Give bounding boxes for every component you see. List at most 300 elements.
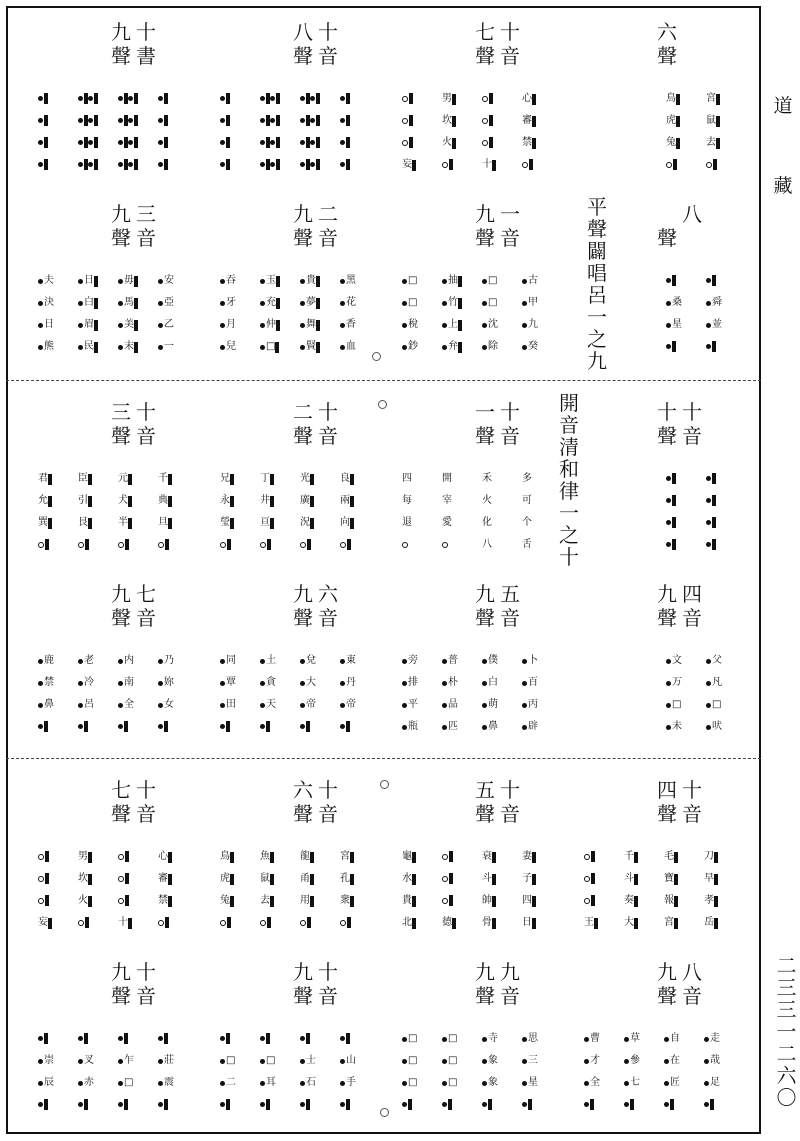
table-cell [584, 1072, 618, 1094]
bar-marker [528, 1099, 532, 1110]
table-cell [260, 292, 294, 314]
cell-char: 君 [38, 473, 48, 484]
cell-char: 仲 [266, 319, 276, 330]
bar-marker [134, 137, 138, 148]
bar-marker [88, 474, 92, 485]
cell-char: 兒 [226, 341, 236, 352]
heading-column [656, 778, 678, 826]
table-cell [260, 110, 294, 132]
table-cell [666, 650, 700, 672]
table-cell [220, 534, 254, 556]
dot-marker [38, 301, 43, 306]
bar-marker [84, 1033, 88, 1044]
bar-marker [128, 518, 132, 529]
bar-marker [452, 116, 456, 127]
cell-char: 鼻 [488, 721, 498, 732]
cell-char: 亞 [164, 297, 174, 308]
table-cell [340, 650, 374, 672]
side-label-char: 藏 [773, 174, 793, 197]
dot-marker [706, 301, 711, 306]
table-cell [402, 512, 436, 534]
table-cell [442, 292, 476, 314]
cell-char: 帥 [482, 895, 492, 906]
dot-marker [118, 681, 123, 686]
table-cell [522, 1072, 556, 1094]
table-cell [666, 490, 700, 512]
dot-marker [118, 323, 123, 328]
dot-marker [158, 1102, 163, 1107]
table-row [394, 132, 564, 154]
table-cell [402, 650, 436, 672]
table-row [576, 1094, 746, 1116]
table-grid [394, 468, 564, 556]
table-cell [118, 88, 152, 110]
table-cell [402, 1050, 436, 1072]
dot-marker [78, 1081, 83, 1086]
cell-char: 妄 [402, 159, 412, 170]
bar-marker [134, 93, 138, 104]
table-cell [38, 110, 72, 132]
table-cell [118, 1028, 152, 1050]
table-cell [78, 1028, 112, 1050]
cell-char: 安 [164, 275, 174, 286]
dot-marker [260, 345, 265, 350]
cell-char: 竹 [448, 297, 458, 308]
table-cell [300, 1050, 334, 1072]
table-cell [482, 292, 516, 314]
table-cell [704, 1028, 738, 1050]
table-row [30, 1094, 200, 1116]
table-cell [78, 270, 112, 292]
cell-char: 日 [84, 275, 94, 286]
bar-marker [310, 474, 314, 485]
heading-char: 音 [500, 984, 520, 1008]
ring-mark [378, 400, 387, 409]
dot-marker [664, 1037, 669, 1042]
cell-char: 除 [488, 341, 498, 352]
cell-char: 愛 [442, 517, 452, 528]
cell-char: 兔 [220, 895, 230, 906]
bar-marker [226, 1099, 230, 1110]
title-char: 九 [587, 349, 607, 373]
table-row [30, 110, 200, 132]
table-grid [212, 1028, 382, 1116]
dot-marker [118, 162, 123, 167]
cell-char: 骨 [482, 917, 492, 928]
bar-marker [532, 918, 536, 929]
bar-marker [316, 159, 320, 170]
table-cell [38, 292, 72, 314]
dot-marker [340, 724, 345, 729]
table-cell [442, 110, 476, 132]
title-char: 律 [559, 479, 579, 503]
cell-char: 在 [670, 1055, 680, 1066]
heading-column [292, 960, 314, 1008]
table-cell [340, 512, 374, 534]
table-cell [664, 1094, 698, 1116]
table-cell [402, 716, 436, 738]
dot-marker [220, 96, 225, 101]
table-cell [118, 110, 152, 132]
table-row [394, 270, 564, 292]
cell-char: 鈔 [408, 341, 418, 352]
dot-marker [442, 301, 447, 306]
dot-marker [706, 344, 711, 349]
table-row [212, 650, 382, 672]
cell-char: 个 [522, 517, 532, 528]
cell-char: 犬 [118, 495, 128, 506]
table-cell [38, 868, 72, 890]
dot-marker [270, 118, 275, 123]
dot-marker [220, 659, 225, 664]
table-row [394, 1072, 564, 1094]
table-cell [260, 88, 294, 110]
table-cell [666, 694, 700, 716]
dot-marker [38, 162, 43, 167]
heading-char: 聲 [293, 226, 313, 250]
table-cell [482, 672, 516, 694]
table-cell [442, 490, 476, 512]
cell-char: 日 [522, 917, 532, 928]
table-cell [340, 292, 374, 314]
heading-char: 七 [136, 582, 156, 606]
bar-marker [307, 917, 311, 928]
bar-marker [449, 159, 453, 170]
table-cell [584, 1050, 618, 1072]
dot-marker [220, 301, 225, 306]
heading-char: 音 [500, 424, 520, 448]
cell-char: 參 [630, 1055, 640, 1066]
table-grid [394, 270, 564, 358]
cell-char: □ [712, 699, 722, 710]
table-cell [482, 694, 516, 716]
cell-char: 宮 [664, 917, 674, 928]
table-cell [442, 716, 476, 738]
table-cell [300, 1094, 334, 1116]
heading-char: 聲 [111, 984, 131, 1008]
cell-char: 百 [528, 677, 538, 688]
bar-marker [88, 496, 92, 507]
table-heading [30, 778, 200, 832]
bar-marker [492, 852, 496, 863]
dot-marker [260, 724, 265, 729]
table-grid [212, 846, 382, 934]
table-cell [158, 512, 192, 534]
table-heading [212, 960, 382, 1014]
dot-marker [706, 659, 711, 664]
bar-marker [634, 918, 638, 929]
cell-char: 衆 [340, 895, 350, 906]
table-heading [394, 20, 564, 74]
cell-char: 衰 [482, 851, 492, 862]
cell-char: 丹 [346, 677, 356, 688]
table-cell [300, 534, 334, 556]
dot-marker [128, 118, 133, 123]
cell-char: 兩 [340, 495, 350, 506]
ring-mark [380, 1108, 389, 1117]
table-heading [576, 400, 746, 454]
table-cell [482, 534, 516, 556]
cell-char: 斗 [624, 873, 634, 884]
table-grid [212, 88, 382, 176]
table-cell [220, 1094, 254, 1116]
table-cell [38, 490, 72, 512]
dot-marker [300, 301, 305, 306]
cell-char: 貴 [306, 275, 316, 286]
bar-marker [94, 276, 98, 287]
cell-char: 同 [226, 655, 236, 666]
bar-marker [267, 917, 271, 928]
table-cell [78, 490, 112, 512]
table-cell [584, 868, 618, 890]
dot-marker [706, 681, 711, 686]
dot-marker [402, 1059, 407, 1064]
table-cell [584, 846, 618, 868]
table-cell [158, 132, 192, 154]
table-cell [300, 292, 334, 314]
table-cell [624, 1094, 658, 1116]
bar-marker [347, 539, 351, 550]
cell-char: 向 [340, 517, 350, 528]
dot-marker [78, 724, 83, 729]
dot-marker [128, 96, 133, 101]
bar-marker [350, 896, 354, 907]
table-cell [442, 1094, 476, 1116]
cell-char: 匹 [448, 721, 458, 732]
heading-column [656, 20, 678, 68]
heading-column [292, 20, 314, 68]
heading-char: 十 [318, 778, 338, 802]
heading-char: 音 [136, 802, 156, 826]
heading-char: 十 [136, 20, 156, 44]
table-cell [340, 846, 374, 868]
cell-char: 田 [226, 699, 236, 710]
heading-char: 聲 [657, 606, 677, 630]
heading-char: 十 [682, 778, 702, 802]
heading-column [681, 778, 703, 826]
bar-marker [346, 159, 350, 170]
table-cell [38, 1028, 72, 1050]
table-cell [38, 88, 72, 110]
cell-char: 魚 [260, 851, 270, 862]
bar-marker [408, 1099, 412, 1110]
bar-marker [44, 1099, 48, 1110]
heading-char [681, 44, 703, 68]
dot-marker [584, 1102, 589, 1107]
bar-marker [266, 1099, 270, 1110]
table-cell [584, 912, 618, 934]
dot-marker [260, 279, 265, 284]
bar-marker [125, 895, 129, 906]
table-row [576, 846, 746, 868]
dot-marker [442, 659, 447, 664]
dot-marker [482, 1059, 487, 1064]
table-cell [260, 534, 294, 556]
dot-marker [340, 681, 345, 686]
dot-marker [482, 659, 487, 664]
dot-marker [482, 1102, 487, 1107]
dot-marker [220, 1059, 225, 1064]
table-cell [442, 132, 476, 154]
ring-marker [300, 542, 306, 548]
cell-char: 永 [220, 495, 230, 506]
dot-marker [666, 323, 671, 328]
bar-marker [449, 873, 453, 884]
bar-marker [488, 1099, 492, 1110]
bar-marker [458, 276, 462, 287]
cell-char: 僕 [488, 655, 498, 666]
bar-marker [48, 474, 52, 485]
bar-marker [676, 94, 680, 105]
dot-marker [340, 345, 345, 350]
table-cell [704, 868, 738, 890]
table-cell [522, 468, 556, 490]
table-cell [704, 912, 738, 934]
table-cell [118, 1050, 152, 1072]
cell-char: 刀 [704, 851, 714, 862]
table-row [576, 110, 746, 132]
bar-marker [124, 1099, 128, 1110]
table-row [394, 890, 564, 912]
ring-marker [584, 876, 590, 882]
cell-char: 八 [482, 539, 492, 550]
table-cell [522, 270, 556, 292]
cell-char: 孝 [704, 895, 714, 906]
bar-marker [226, 721, 230, 732]
table-cell [78, 912, 112, 934]
dot-marker [38, 724, 43, 729]
table-cell [402, 154, 436, 176]
table-cell [118, 694, 152, 716]
table-cell [706, 672, 740, 694]
table-cell [300, 672, 334, 694]
cell-char: 寶 [664, 873, 674, 884]
table-row [212, 534, 382, 556]
cell-char: 旦 [158, 517, 168, 528]
table-cell [482, 314, 516, 336]
table-row [212, 512, 382, 534]
dot-marker [300, 1036, 305, 1041]
table-row [212, 132, 382, 154]
ring-marker [340, 542, 346, 548]
table-cell [704, 1050, 738, 1072]
cell-char: 耳 [266, 1077, 276, 1088]
cell-char: 妻 [522, 851, 532, 862]
table-cell [482, 270, 516, 292]
title-char: 清 [559, 435, 579, 459]
ring-marker [340, 920, 346, 926]
ring-marker [78, 542, 84, 548]
table-cell [340, 1028, 374, 1050]
cell-char: 帝 [346, 699, 356, 710]
dot-marker [78, 1059, 83, 1064]
dot-marker [158, 118, 163, 123]
dot-marker [704, 1059, 709, 1064]
cell-char: 弁 [448, 341, 458, 352]
bar-marker [230, 518, 234, 529]
bar-marker [346, 93, 350, 104]
cell-char: 男 [442, 93, 452, 104]
cell-char: 沈 [488, 319, 498, 330]
dot-marker [270, 96, 275, 101]
table-row [576, 890, 746, 912]
bar-marker [164, 93, 168, 104]
table-cell [78, 694, 112, 716]
table-cell [78, 512, 112, 534]
cell-char: 丙 [528, 699, 538, 710]
heading-char: 聲 [293, 802, 313, 826]
cell-char: □ [408, 1033, 418, 1044]
dot-marker [220, 1036, 225, 1041]
bar-marker [168, 518, 172, 529]
title-char: 之 [587, 327, 607, 351]
heading-char: 六 [657, 20, 677, 44]
bar-marker [164, 115, 168, 126]
table-cell [666, 512, 700, 534]
cell-char: 禁 [158, 895, 168, 906]
cell-char: 未 [672, 721, 682, 732]
bar-marker [674, 918, 678, 929]
table-heading [212, 20, 382, 74]
table-cell [340, 534, 374, 556]
table-cell [78, 846, 112, 868]
bar-marker [716, 138, 720, 149]
dot-marker [442, 681, 447, 686]
bar-marker [94, 137, 98, 148]
dot-marker [624, 1059, 629, 1064]
heading-char [681, 20, 703, 44]
table-cell [522, 132, 556, 154]
dot-marker [666, 542, 671, 547]
dot-marker [118, 118, 123, 123]
table-row [212, 88, 382, 110]
cell-char: 美 [124, 319, 134, 330]
heading-column [110, 20, 132, 68]
table-cell [442, 912, 476, 934]
cell-char: 心 [158, 851, 168, 862]
table-cell [118, 650, 152, 672]
dot-marker [38, 1081, 43, 1086]
dot-marker [158, 1081, 163, 1086]
bar-marker [88, 896, 92, 907]
table-cell [522, 292, 556, 314]
table-cell [706, 716, 740, 738]
heading-char: 十 [318, 400, 338, 424]
cell-char: 孔 [340, 873, 350, 884]
dot-marker [522, 1102, 527, 1107]
table-row [394, 490, 564, 512]
cell-char: 夫 [44, 275, 54, 286]
table-cell [704, 890, 738, 912]
ring-marker [38, 898, 44, 904]
table-cell [260, 1072, 294, 1094]
dot-marker [158, 659, 163, 664]
heading-column [499, 778, 521, 826]
table-grid [30, 88, 200, 176]
heading-char: 聲 [293, 984, 313, 1008]
table-row [30, 292, 200, 314]
bar-marker [532, 874, 536, 885]
cell-char: □ [448, 1033, 458, 1044]
dot-marker [38, 140, 43, 145]
table-cell [442, 694, 476, 716]
cell-char: 三 [528, 1055, 538, 1066]
bar-marker [674, 852, 678, 863]
table-cell [118, 868, 152, 890]
table-cell [220, 846, 254, 868]
dot-marker [584, 1037, 589, 1042]
dot-marker [522, 345, 527, 350]
